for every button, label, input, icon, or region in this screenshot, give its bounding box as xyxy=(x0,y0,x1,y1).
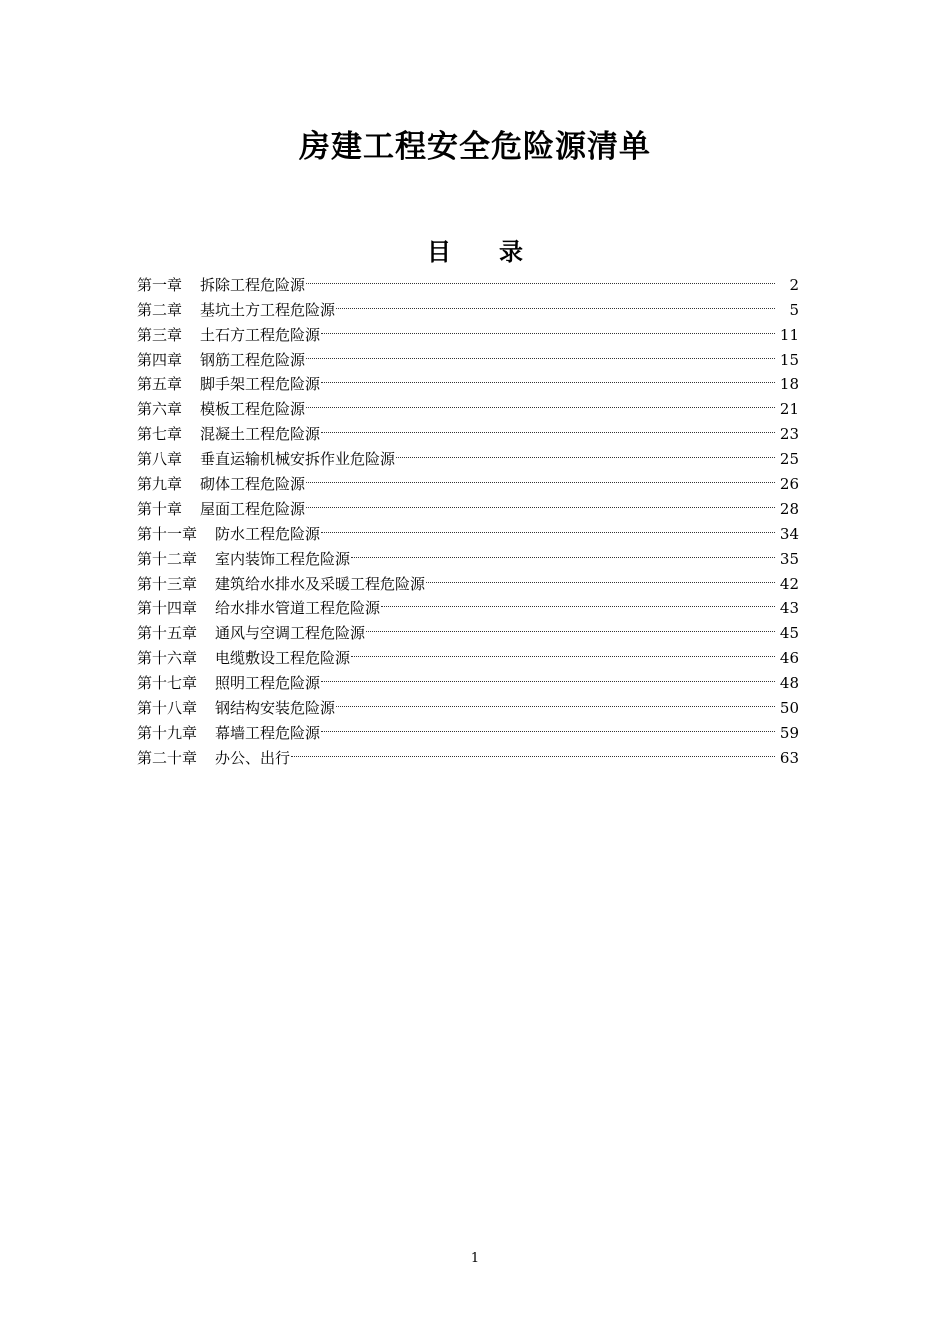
toc-dot-leader xyxy=(366,613,775,638)
toc-dot-leader xyxy=(306,340,775,365)
toc-entry-title: 给水排水管道工程危险源 xyxy=(215,599,381,618)
toc-dot-leader xyxy=(336,290,775,315)
toc-chapter-label: 第十一章 xyxy=(137,524,198,543)
toc-page-number: 45 xyxy=(779,624,799,643)
table-of-contents xyxy=(137,265,799,767)
toc-chapter-label: 第十九章 xyxy=(137,723,198,742)
toc-entry-title: 基坑土方工程危险源 xyxy=(200,300,336,319)
toc-chapter-label: 第二十章 xyxy=(137,748,198,767)
toc-page-number: 23 xyxy=(779,425,799,444)
toc-page-number: 2 xyxy=(789,275,799,294)
toc-dot-leader xyxy=(306,489,775,514)
document-title: 房建工程安全危险源清单 xyxy=(299,128,651,165)
toc-chapter-label: 第十二章 xyxy=(137,549,198,568)
toc-dot-leader xyxy=(351,539,775,564)
toc-page-number: 25 xyxy=(779,450,799,469)
toc-dot-leader xyxy=(321,315,775,340)
toc-chapter-label: 第十四章 xyxy=(137,599,198,618)
toc-dot-leader xyxy=(321,414,775,439)
toc-entry-title: 幕墙工程危险源 xyxy=(215,723,321,742)
toc-chapter-label: 第八章 xyxy=(137,450,183,469)
toc-entry-title: 钢筋工程危险源 xyxy=(200,350,306,369)
toc-dot-leader xyxy=(396,439,775,464)
toc-page-number: 28 xyxy=(779,499,799,518)
toc-page-number: 63 xyxy=(779,748,799,767)
toc-page-number: 46 xyxy=(779,649,799,668)
toc-entry-title: 垂直运输机械安拆作业危险源 xyxy=(200,450,396,469)
toc-page-number: 18 xyxy=(779,375,799,394)
toc-entry-title: 脚手架工程危险源 xyxy=(200,375,321,394)
toc-dot-leader xyxy=(306,389,775,414)
toc-chapter-label: 第五章 xyxy=(137,375,183,394)
toc-dot-leader xyxy=(351,638,775,663)
toc-chapter-label: 第十八章 xyxy=(137,699,198,718)
toc-page-number: 21 xyxy=(779,400,799,419)
toc-entry-title: 室内装饰工程危险源 xyxy=(215,549,351,568)
toc-chapter-label: 第十三章 xyxy=(137,574,198,593)
toc-page-number: 42 xyxy=(779,574,799,593)
page-number: 1 xyxy=(470,1251,480,1266)
toc-chapter-label: 第七章 xyxy=(137,425,183,444)
toc-dot-leader xyxy=(336,688,775,713)
toc-entry-title: 通风与空调工程危险源 xyxy=(215,624,366,643)
toc-page-number: 48 xyxy=(779,674,799,693)
toc-page-number: 59 xyxy=(779,723,799,742)
toc-page-number: 43 xyxy=(779,599,799,618)
toc-chapter-label: 第十七章 xyxy=(137,674,198,693)
toc-chapter-label: 第十五章 xyxy=(137,624,198,643)
toc-entry-title: 屋面工程危险源 xyxy=(200,499,306,518)
toc-entry-title: 建筑给水排水及采暖工程危险源 xyxy=(215,574,426,593)
toc-page-number: 34 xyxy=(779,524,799,543)
toc-entry-title: 拆除工程危险源 xyxy=(200,275,306,294)
toc-dot-leader xyxy=(306,464,775,489)
toc-chapter-label: 第十六章 xyxy=(137,649,198,668)
toc-dot-leader xyxy=(381,589,775,614)
toc-page-number: 5 xyxy=(789,300,799,319)
toc-dot-leader xyxy=(291,738,775,763)
toc-page-number: 50 xyxy=(779,699,799,718)
toc-heading: 目 录 xyxy=(427,237,523,266)
toc-page-number: 35 xyxy=(779,549,799,568)
toc-dot-leader xyxy=(426,564,775,589)
toc-page-number: 26 xyxy=(779,475,799,494)
toc-dot-leader xyxy=(321,365,775,390)
toc-entry-title: 办公、出行 xyxy=(215,748,291,767)
toc-entry-title: 模板工程危险源 xyxy=(200,400,306,419)
toc-dot-leader xyxy=(321,713,775,738)
toc-dot-leader xyxy=(306,265,775,290)
toc-dot-leader xyxy=(321,514,775,539)
toc-page-number: 11 xyxy=(779,325,799,344)
toc-chapter-label: 第六章 xyxy=(137,400,183,419)
toc-entry-title: 砌体工程危险源 xyxy=(200,475,306,494)
toc-chapter-label: 第三章 xyxy=(137,325,183,344)
toc-chapter-label: 第二章 xyxy=(137,300,183,319)
toc-chapter-label: 第一章 xyxy=(137,275,183,294)
toc-entry-title: 电缆敷设工程危险源 xyxy=(215,649,351,668)
toc-entry-title: 混凝土工程危险源 xyxy=(200,425,321,444)
toc-entry-title: 钢结构安装危险源 xyxy=(215,699,336,718)
toc-chapter-label: 第四章 xyxy=(137,350,183,369)
toc-page-number: 15 xyxy=(779,350,799,369)
toc-chapter-label: 第十章 xyxy=(137,499,183,518)
toc-entry-title: 照明工程危险源 xyxy=(215,674,321,693)
toc-entry-title: 防水工程危险源 xyxy=(215,524,321,543)
toc-entry[interactable] xyxy=(137,265,799,294)
toc-chapter-label: 第九章 xyxy=(137,475,183,494)
toc-entry-title: 土石方工程危险源 xyxy=(200,325,321,344)
toc-dot-leader xyxy=(321,663,775,688)
